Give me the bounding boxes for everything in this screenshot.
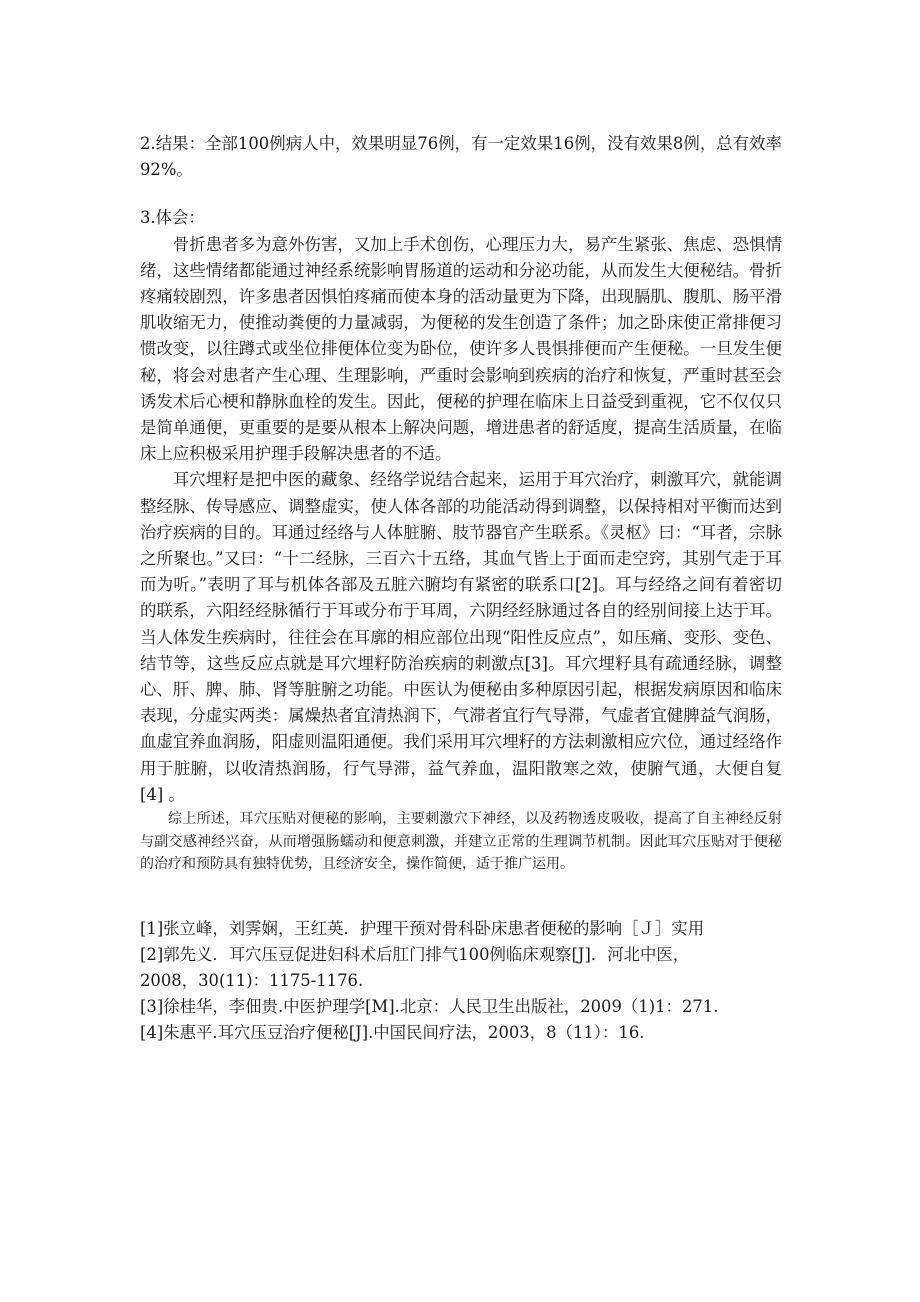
reference-item: [3]徐桂华，李佃贵.中医护理学[M].北京：人民卫生出版社，2009（1)1：271.: [140, 996, 719, 1016]
body-paragraph-1: 骨折患者多为意外伤害，又加上手术创伤，心理压力大，易产生紧张、焦虑、恐惧情绪，这些情绪都能通过神经系统影响胃肠道的运动和分泌功能，从而发生大便秘结。骨折疼痛较剧烈，许多患者因惧怕疼痛而使本身的活动量更为下降，出现膈肌、腹肌、肠平滑肌收缩无力，使推动粪便的力量减弱，为便秘的发生创造了条件；加之卧床使正常排便习惯改变，以往蹲式或坐位排便体位变为卧位，使许多人畏惧排便而产生便秘。一旦发生便秘，将会对患者产生心理、生理影响，严重时会影响到疾病的治疗和恢复，严重时甚至会诱发术后心梗和静脉血栓的发生。因此，便秘的护理在临床上日益受到重视，它不仅仅只是简单通便，更重要的是要从根本上解决问题，增进患者的舒适度，提高生活质量，在临床上应积极采用护理手段解决患者的不适。: [140, 234, 782, 464]
experience-heading: 3.体会：: [140, 208, 205, 228]
summary-paragraph: 综上所述，耳穴压贴对便秘的影响，主要刺激穴下神经，以及药物透皮吸收，提高了自主神经反射与副交感神经兴奋，从而增强肠蠕动和便意刺激，并建立正常的生理调节机制。因此耳穴压贴对于便秘的治疗和预防具有独特优势，且经济安全，操作简便，适于推广运用。: [140, 811, 782, 873]
reference-item: 2008，30(11)：1175-1176.: [140, 970, 364, 990]
references-list: [140, 916, 782, 1046]
reference-item: [1]张立峰，刘霁娴，王红英．护理干预对骨科卧床患者便秘的影响［Ｊ］实用: [140, 918, 705, 938]
reference-item: [2]郭先义．耳穴压豆促进妇科术后肛门排气100例临床观察[J]．河北中医，: [140, 944, 690, 964]
reference-item: [4]朱惠平.耳穴压豆治疗便秘[J].中国民间疗法，2003，8（11）：16.: [140, 1022, 645, 1042]
document-page: [140, 131, 782, 1046]
body-paragraph-2: 耳穴埋籽是把中医的藏象、经络学说结合起来，运用于耳穴治疗，刺激耳穴，就能调整经脉、传导感应、调整虚实，使人体各部的功能活动得到调整，以保持相对平衡而达到治疗疾病的目的。耳通过经络与人体脏腑、肢节器官产生联系。《灵枢》曰：“耳者，宗脉之所聚也。”又曰：“十二经脉，三百六十五络，其血气皆上于面而走空窍，其别气走于耳而为听。”表明了耳与机体各部及五脏六腑均有紧密的联系口[2]。耳与经络之间有着密切的联系，六阳经经脉循行于耳或分布于耳周，六阴经经脉通过各自的经别间接上达于耳。当人体发生疾病时，往往会在耳廓的相应部位出现“阳性反应点”，如压痛、变形、变色、结节等，这些反应点就是耳穴埋籽防治疾病的刺激点[3]。耳穴埋籽具有疏通经脉，调整心、肝、脾、肺、肾等脏腑之功能。中医认为便秘由多种原因引起，根据发病原因和临床表现，分虚实两类：属燥热者宜清热润下，气滞者宜行气导滞，气虚者宜健脾益气润肠，血虚宜养血润肠，阳虚则温阳通便。我们采用耳穴埋籽的方法刺激相应穴位，通过经络作用于脏腑，以收清热润肠，行气导滞，益气养血，温阳散寒之效，使腑气通，大便自复[4] 。: [140, 470, 782, 804]
result-paragraph: 2.结果：全部100例病人中，效果明显76例，有一定效果16例，没有效果8例，总有效率92%。: [140, 134, 782, 180]
